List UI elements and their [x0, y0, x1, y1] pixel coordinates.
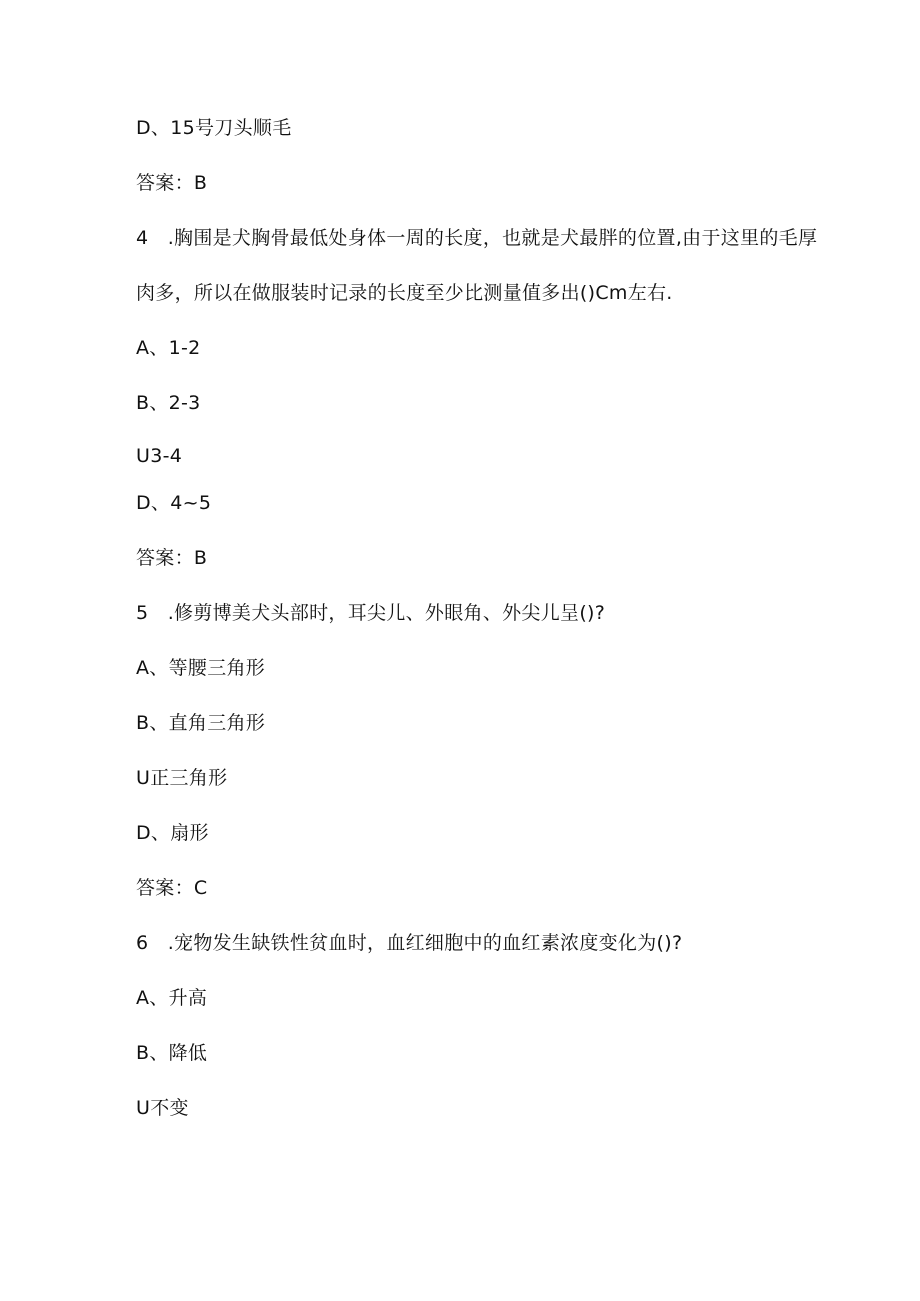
option-d-q3: D、15号刀头顺毛	[136, 117, 292, 139]
option-a-q6: A、升高	[136, 987, 208, 1009]
option-c-q4: U3-4	[136, 445, 183, 467]
option-b-q5: B、直角三角形	[136, 712, 266, 734]
option-b-q4: B、2-3	[136, 392, 201, 414]
question-5: 5 .修剪博美犬头部时，耳尖儿、外眼角、外尖儿呈()?	[136, 602, 606, 624]
option-d-q5: D、扇形	[136, 822, 209, 844]
option-c-q5: U正三角形	[136, 767, 228, 789]
answer-q5: 答案：C	[136, 877, 208, 899]
option-c-q6: U不变	[136, 1097, 189, 1119]
option-b-q6: B、降低	[136, 1042, 208, 1064]
question-6: 6 .宠物发生缺铁性贫血时，血红细胞中的血红素浓度变化为()?	[136, 932, 683, 954]
answer-q4: 答案：B	[136, 547, 208, 569]
option-a-q4: A、1-2	[136, 337, 201, 359]
option-a-q5: A、等腰三角形	[136, 657, 266, 679]
option-d-q4: D、4~5	[136, 492, 212, 514]
question-4-line-1: 4 .胸围是犬胸骨最低处身体一周的长度，也就是犬最胖的位置,由于这里的毛厚	[136, 227, 818, 249]
answer-q3: 答案：B	[136, 172, 208, 194]
question-4-line-2: 肉多，所以在做服装时记录的长度至少比测量值多出()Cm左右.	[136, 282, 673, 304]
